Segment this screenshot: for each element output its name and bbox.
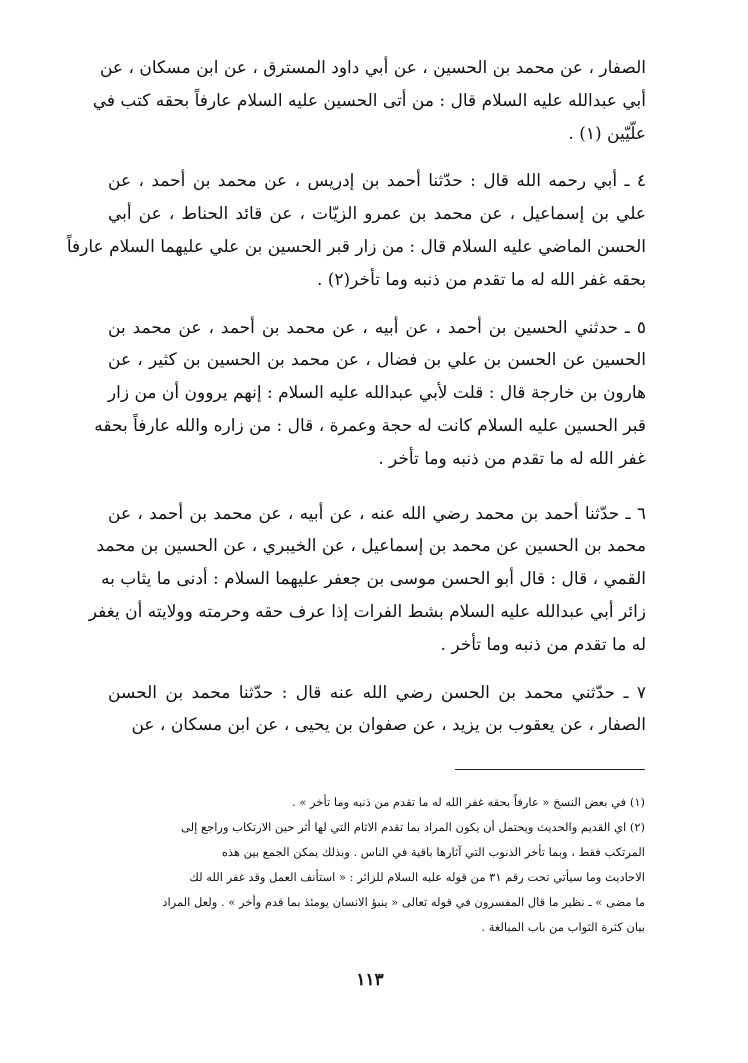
footnote (240, 790, 645, 815)
text-line: زائر أبي عبدالله عليه السلام بشط الفرات إذا عرف حقه وحرمته وولايته أن يغفر (88, 601, 646, 622)
text-line: هارون بن خارجة قال : قلت لأبي عبدالله عليه السلام : إنهم يروون أن من زار (107, 383, 646, 404)
text-line: غفر الله له ما تقدم من ذنبه وما تأخر . (378, 448, 646, 469)
footnote-line: (٢) اي القديم والحديث ويحتمل أن يكون المراد بما تقدم الاثام التي لها أثر حين الارتكاب وراجع إلى (181, 820, 645, 834)
text-line: محمد بن الحسين عن محمد بن إسماعيل ، عن الخيبري ، عن الحسين بن محمد (96, 536, 646, 557)
text-line: أبي عبدالله عليه السلام قال : من أتى الحسين عليه السلام عارفاً بحقه كتب في (92, 90, 646, 111)
text-line: ٦ ـ حدّثنا أحمد بن محمد رضي الله عنه ، عن أبيه ، عن محمد بن أحمد ، عن (108, 503, 646, 524)
text-line: علي بن إسماعيل ، عن محمد بن عمرو الزيّات ، عن قائد الحناط ، عن أبي (108, 204, 646, 225)
footnotes (162, 790, 645, 940)
footnote-divider (455, 769, 645, 770)
text-line: الحسين عن الحسن بن علي بن فضال ، عن محمد بن الحسين بن كثير ، عن (108, 350, 646, 371)
text-line: علّيّين (١) . (568, 123, 646, 144)
text-line: الصفار ، عن يعقوب بن يزيد ، عن صفوان بن يحيى ، عن ابن مسكان ، عن (131, 715, 646, 736)
footnote-line: بيان كثرة الثواب من باب المبالغة . (481, 920, 645, 934)
paragraph (88, 498, 646, 662)
footnote-line: (١) في بعض النسخ « عارفاً بحقه غفر الله له ما تقدم من ذنبه وما تأخر » . (292, 795, 645, 809)
main-text (66, 52, 646, 742)
footnote-line: ما مضى » ـ نظير ما قال المفسرون في قوله تعالى « ينبؤ الانسان يومئذ بما قدم وأخر » . ولعل المراد (162, 895, 645, 909)
text-line: الحسن الماضي عليه السلام قال : من زار قبر الحسين بن علي عليهما السلام عارفاً (66, 236, 646, 257)
paragraph (66, 165, 646, 296)
text-line: بحقه غفر الله له ما تقدم من ذنبه وما تأخر(٢) . (316, 269, 646, 290)
text-line: الصفار ، عن محمد بن الحسين ، عن أبي داود المسترق ، عن ابن مسكان ، عن (99, 58, 646, 78)
footnote-line: الاحاديث وما سيأتي تحت رقم ٣١ من قوله عليه السلام للزائر : « استأنف العمل وقد غفر الله لك (189, 870, 645, 884)
footnote-line: المرتكب فقط ، وبما تأخر الذنوب التي آثارها باقية في الناس . وبذلك يمكن الجمع بين هذه (221, 845, 645, 859)
paragraph (94, 312, 646, 476)
text-line: ٥ ـ حدثني الحسين بن أحمد ، عن أبيه ، عن محمد بن أحمد ، عن محمد بن (108, 317, 646, 338)
text-line: ٤ ـ أبي رحمه الله قال : حدّثنا أحمد بن إدريس ، عن محمد بن أحمد ، عن (108, 171, 646, 192)
page-number: ١١٣ (356, 970, 384, 990)
paragraph (92, 52, 646, 150)
text-line: له ما تقدم من ذنبه وما تأخر . (440, 634, 646, 655)
paragraph (108, 677, 646, 743)
text-line: ٧ ـ حدّثني محمد بن الحسن رضي الله عنه قال : حدّثنا محمد بن الحسن (108, 682, 646, 703)
text-line: القمي ، قال : قال أبو الحسن موسى بن جعفر عليهما السلام : أدنى ما يثاب به (101, 569, 646, 590)
footnote (162, 815, 645, 940)
text-line: قبر الحسين عليه السلام كانت له حجة وعمرة ، قال : من زاره والله عارفاً بحقه (94, 415, 646, 436)
